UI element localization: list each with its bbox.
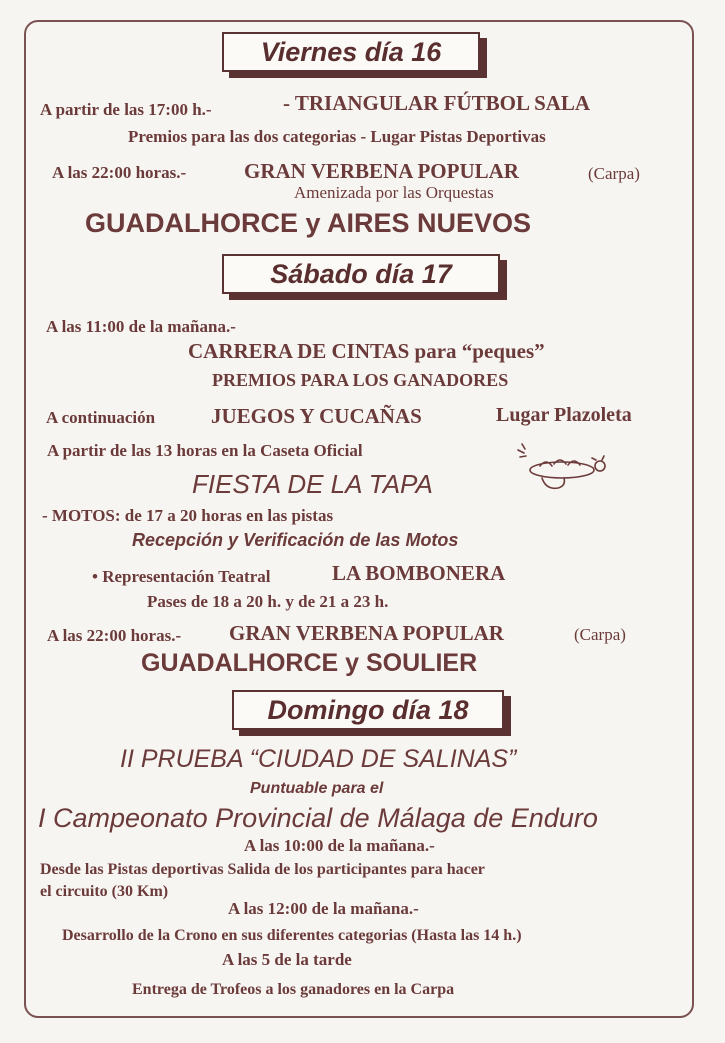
friday-time-2: A las 22:00 horas.- — [52, 163, 187, 182]
saturday-premios: PREMIOS PARA LOS GANADORES — [212, 370, 509, 390]
day-header-sunday: Domingo día 18 — [232, 690, 504, 730]
sunday-circuito: el circuito (30 Km) — [40, 883, 169, 900]
saturday-plazoleta: Lugar Plazoleta — [496, 404, 632, 426]
saturday-juegos: JUEGOS Y CUCAÑAS — [211, 404, 422, 428]
saturday-place-carpa: (Carpa) — [574, 625, 626, 644]
saturday-carrera: CARRERA DE CINTAS para “peques” — [188, 339, 545, 363]
friday-place-carpa: (Carpa) — [588, 164, 640, 183]
friday-bands: GUADALHORCE y AIRES NUEVOS — [85, 208, 532, 238]
day-header-saturday: Sábado día 17 — [222, 254, 500, 294]
sunday-trofeos: Entrega de Trofeos a los ganadores en la Carpa — [132, 981, 455, 998]
saturday-pases: Pases de 18 a 20 h. y de 21 a 23 h. — [147, 592, 389, 611]
sunday-salida: Desde las Pistas deportivas Salida de los participantes para hacer — [40, 861, 485, 878]
saturday-verificacion: Recepción y Verificación de las Motos — [132, 530, 459, 550]
sunday-puntuable: Puntuable para el — [250, 780, 384, 797]
saturday-caseta: A partir de las 13 horas en la Caseta Oficial — [47, 441, 363, 460]
friday-event-futbol: - TRIANGULAR FÚTBOL SALA — [283, 91, 591, 115]
saturday-continuacion: A continuación — [46, 408, 156, 427]
saturday-teatro: • Representación Teatral — [92, 567, 271, 586]
sunday-time-2: A las 12:00 de la mañana.- — [228, 899, 419, 918]
saturday-time-verbena: A las 22:00 horas.- — [47, 626, 182, 645]
sunday-time-3: A las 5 de la tarde — [222, 950, 352, 969]
sunday-prueba: II PRUEBA “CIUDAD DE SALINAS” — [120, 745, 517, 773]
saturday-motos: - MOTOS: de 17 a 20 horas en las pistas — [42, 506, 334, 525]
friday-amenizada: Amenizada por las Orquestas — [294, 183, 494, 202]
sunday-campeonato: I Campeonato Provincial de Málaga de Enduro — [38, 803, 598, 833]
friday-prizes: Premios para las dos categorias - Lugar Pistas Deportivas — [128, 127, 546, 146]
friday-event-verbena: GRAN VERBENA POPULAR — [244, 159, 519, 183]
saturday-fiesta-tapa: FIESTA DE LA TAPA — [192, 469, 433, 499]
sunday-crono: Desarrollo de la Crono en sus diferentes categorias (Hasta las 14 h.) — [62, 927, 522, 944]
tapas-tray-icon — [512, 440, 617, 496]
saturday-bombonera: LA BOMBONERA — [332, 561, 506, 585]
friday-time-1: A partir de las 17:00 h.- — [40, 100, 212, 119]
saturday-time-1: A las 11:00 de la mañana.- — [46, 317, 236, 336]
saturday-event-verbena: GRAN VERBENA POPULAR — [229, 621, 504, 645]
sunday-time-1: A las 10:00 de la mañana.- — [244, 836, 435, 855]
saturday-bands: GUADALHORCE y SOULIER — [141, 649, 478, 677]
day-header-friday: Viernes día 16 — [222, 32, 480, 72]
